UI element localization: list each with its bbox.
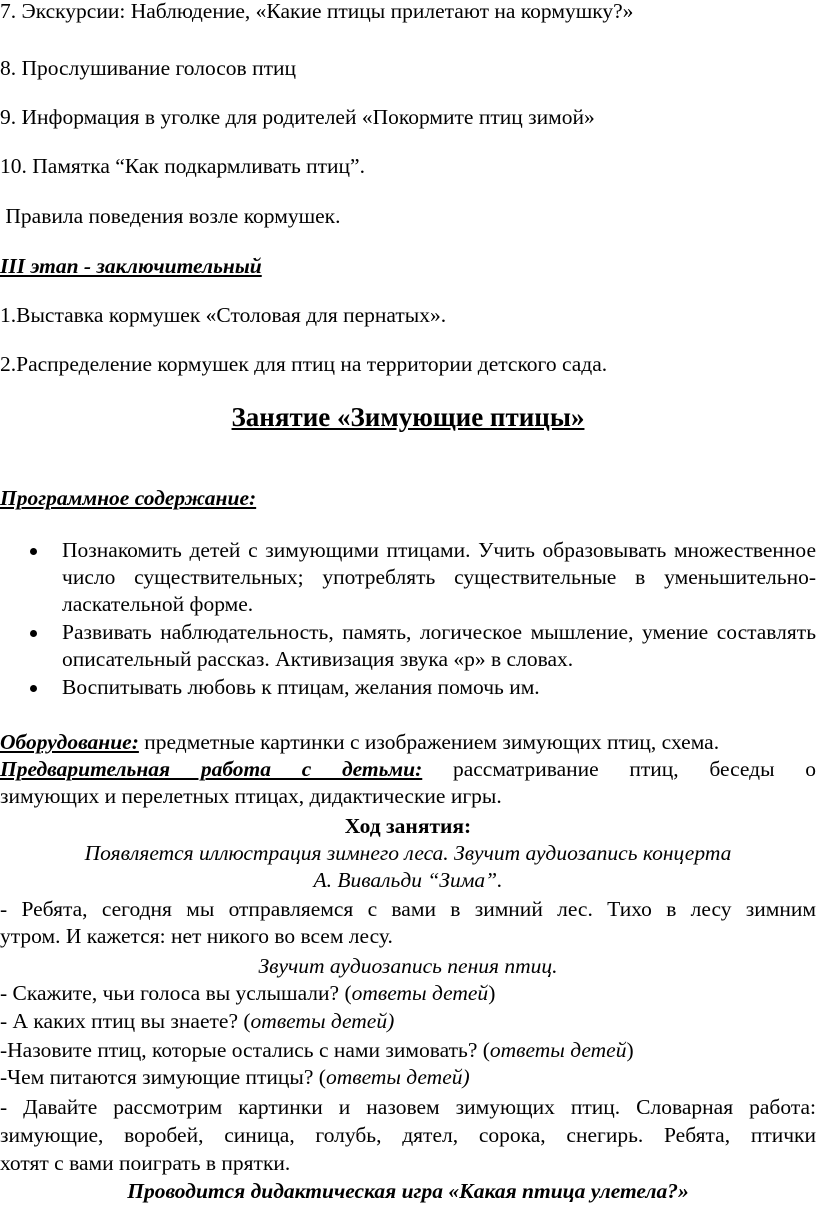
prep-label: Предварительная работа с детьми: xyxy=(0,757,423,781)
equipment-text: предметные картинки с изображением зимующих птиц, схема. xyxy=(138,730,720,754)
stage2-item-10: 10. Памятка “Как подкармливать птиц”. xyxy=(0,154,365,178)
program-heading: Программное содержание: xyxy=(0,486,257,510)
course-heading: Ход занятия: xyxy=(344,814,472,838)
list-item: Развивать наблюдательность, память, логическое мышление, умение составлять описательный рассказ. Активизация звука «р» в словах. xyxy=(30,619,816,673)
intro-line-2: А. Вивальди “Зима”. xyxy=(313,868,503,892)
prep-text-2: зимующих и перелетных птицах, дидактические игры. xyxy=(0,784,502,808)
birdsong-note: Звучит аудиозапись пения птиц. xyxy=(258,954,558,978)
stage3-heading: III этап - заключительный xyxy=(0,254,262,278)
stage3-item-1: 1.Выставка кормушек «Столовая для пернатых». xyxy=(0,303,447,327)
stage2-item-7: 7. Экскурсии: Наблюдение, «Какие птицы прилетают на кормушку?» xyxy=(0,0,634,23)
stage2-item-9: 9. Информация в уголке для родителей «Покормите птиц зимой» xyxy=(0,105,595,129)
prep-paragraph xyxy=(0,756,816,810)
question-4: -Чем питаются зимующие птицы? (ответы детей) xyxy=(0,1065,470,1089)
question-3: -Назовите птиц, которые остались с нами зимовать? (ответы детей) xyxy=(0,1038,634,1062)
list-item: Познакомить детей с зимующими птицами. Учить образовывать множественное число существительных; употреблять существительные в уменьшительно-ласкательной форме. xyxy=(30,537,816,618)
list-item: Воспитывать любовь к птицам, желания помочь им. xyxy=(30,674,816,701)
question-1: - Скажите, чьи голоса вы услышали? (ответы детей) xyxy=(0,981,496,1005)
equipment-label: Оборудование: xyxy=(0,730,139,754)
speech-paragraph-1: - Ребята, сегодня мы отправляемся с вами в зимний лес. Тихо в лесу зимним утром. И кажется: нет никого во всем лесу. xyxy=(0,897,816,948)
bullet-icon xyxy=(30,548,37,555)
prep-text-1: рассматривание птиц, беседы о xyxy=(422,757,816,781)
lesson-title: Занятие «Зимующие птицы» xyxy=(231,402,585,432)
bullet-icon xyxy=(30,630,37,637)
stage3-item-2: 2.Распределение кормушек для птиц на территории детского сада. xyxy=(0,352,608,376)
program-bullets xyxy=(30,537,816,701)
question-2: - А каких птиц вы знаете? (ответы детей) xyxy=(0,1009,395,1033)
intro-line-1: Появляется иллюстрация зимнего леса. Звучит аудиозапись концерта xyxy=(84,841,732,865)
game-note: Проводится дидактическая игра «Какая птица улетела?» xyxy=(127,1179,689,1203)
speech-paragraph-2: - Давайте рассмотрим картинки и назовем зимующих птиц. Словарная работа: зимующие, воробей, синица, голубь, дятел, сорока, снегирь. Ребята, птички хотят с вами поиграть в прятки. xyxy=(0,1095,816,1175)
bullet-icon xyxy=(30,685,37,692)
equipment-paragraph xyxy=(0,729,719,755)
stage2-item-8: 8. Прослушивание голосов птиц xyxy=(0,56,296,80)
stage2-rules: Правила поведения возле кормушек. xyxy=(0,204,341,228)
